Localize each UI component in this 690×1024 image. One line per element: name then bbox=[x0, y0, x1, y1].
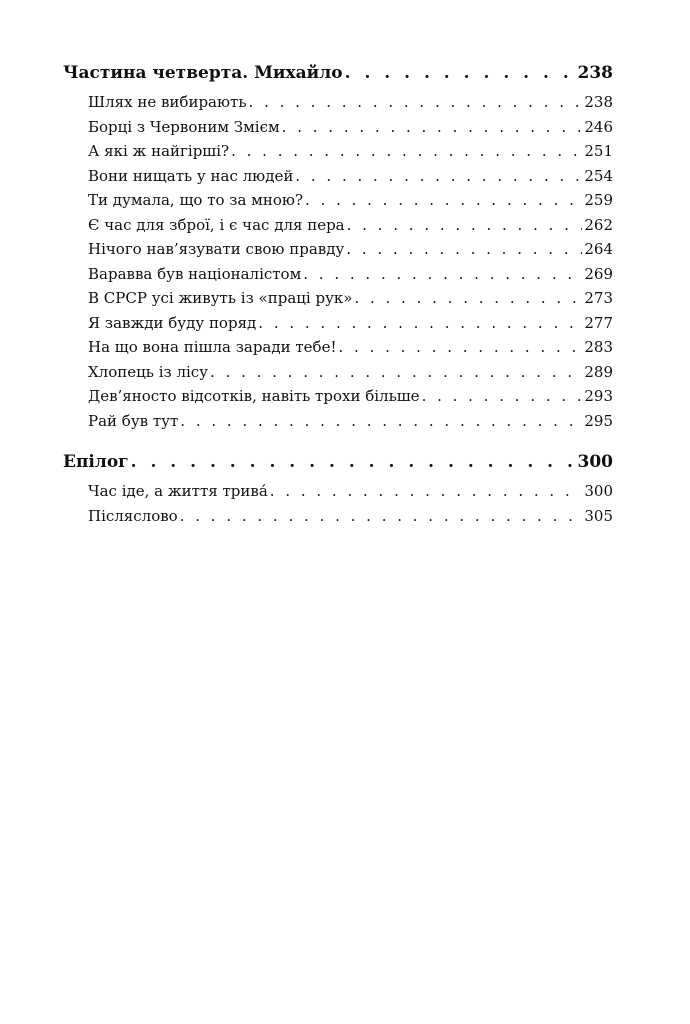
toc-entry bbox=[88, 115, 613, 140]
entry-page-number: 264 bbox=[584, 240, 613, 258]
dot-leader bbox=[345, 60, 576, 86]
entry-title: Вони нищать у нас людей bbox=[88, 166, 294, 185]
entry-title: Нічого нав’язувати свою правду bbox=[88, 240, 345, 258]
dot-leader bbox=[249, 90, 583, 115]
dot-leader bbox=[210, 360, 582, 385]
dot-leader bbox=[295, 164, 582, 189]
entry-page-number: 300 bbox=[584, 482, 613, 500]
dot-leader bbox=[305, 188, 582, 213]
entry-page-number: 251 bbox=[584, 142, 613, 160]
entry-page-number: 293 bbox=[584, 387, 613, 405]
section-page-number: 238 bbox=[577, 63, 613, 83]
dot-leader bbox=[303, 262, 582, 287]
toc-entry bbox=[88, 188, 613, 213]
entry-title: Я завжди буду поряд bbox=[88, 313, 257, 332]
dot-leader bbox=[180, 504, 583, 529]
entry-page-number: 273 bbox=[584, 289, 613, 307]
entry-page-number: 289 bbox=[584, 362, 613, 381]
entry-title: Шлях не вибирають bbox=[88, 93, 247, 111]
dot-leader bbox=[338, 335, 582, 360]
entry-title: Післяслово bbox=[88, 506, 178, 525]
toc-section-entries bbox=[88, 90, 613, 433]
entry-title: Рай був тут bbox=[88, 411, 179, 430]
entry-title: Дев’яносто відсотків, навіть трохи більше bbox=[88, 387, 420, 405]
dot-leader bbox=[354, 286, 582, 311]
entry-page-number: 269 bbox=[584, 264, 613, 283]
entry-page-number: 283 bbox=[584, 338, 613, 356]
entry-page-number: 305 bbox=[584, 506, 613, 525]
toc-section-entries bbox=[88, 479, 613, 528]
toc-section-heading bbox=[63, 60, 613, 86]
table-of-contents bbox=[63, 60, 613, 544]
toc-entry bbox=[88, 139, 613, 164]
dot-leader bbox=[270, 479, 583, 504]
entry-page-number: 254 bbox=[584, 166, 613, 185]
toc-entry bbox=[88, 335, 613, 360]
section-title: Епілог bbox=[63, 452, 129, 472]
entry-title: В СРСР усі живуть із «праці рук» bbox=[88, 289, 353, 307]
dot-leader bbox=[131, 449, 576, 475]
entry-page-number: 262 bbox=[584, 215, 613, 234]
dot-leader bbox=[346, 237, 582, 262]
entry-title: Ти думала, що то за мною? bbox=[88, 191, 303, 209]
entry-title: А які ж найгірші? bbox=[88, 142, 230, 160]
toc-entry bbox=[88, 409, 613, 434]
dot-leader bbox=[180, 409, 582, 434]
dot-leader bbox=[231, 139, 582, 164]
entry-page-number: 277 bbox=[584, 313, 613, 332]
dot-leader bbox=[347, 213, 583, 238]
entry-title: Варавва був націоналістом bbox=[88, 264, 302, 283]
dot-leader bbox=[422, 384, 583, 409]
toc-entry bbox=[88, 479, 613, 504]
section-page-number: 300 bbox=[577, 452, 613, 472]
toc-entry bbox=[88, 286, 613, 311]
toc-entry bbox=[88, 262, 613, 287]
dot-leader bbox=[258, 311, 582, 336]
entry-title: Є час для зброї, і є час для пера bbox=[88, 215, 345, 234]
entry-title: На що вона пішла заради тебе! bbox=[88, 338, 337, 356]
toc-entry bbox=[88, 164, 613, 189]
entry-title: Час іде, а життя трива́ bbox=[88, 482, 268, 500]
toc-entry bbox=[88, 213, 613, 238]
toc-entry bbox=[88, 90, 613, 115]
dot-leader bbox=[282, 115, 583, 140]
toc-entry bbox=[88, 384, 613, 409]
entry-page-number: 295 bbox=[584, 411, 613, 430]
toc-section-heading bbox=[63, 449, 613, 475]
entry-page-number: 246 bbox=[584, 117, 613, 136]
entry-page-number: 238 bbox=[584, 93, 613, 111]
entry-page-number: 259 bbox=[584, 191, 613, 209]
section-title: Частина четверта. Михайло bbox=[63, 63, 343, 83]
toc-entry bbox=[88, 504, 613, 529]
toc-entry bbox=[88, 311, 613, 336]
entry-title: Борці з Червоним Змієм bbox=[88, 117, 280, 136]
toc-entry bbox=[88, 360, 613, 385]
toc-entry bbox=[88, 237, 613, 262]
entry-title: Хлопець із лісу bbox=[88, 362, 208, 381]
